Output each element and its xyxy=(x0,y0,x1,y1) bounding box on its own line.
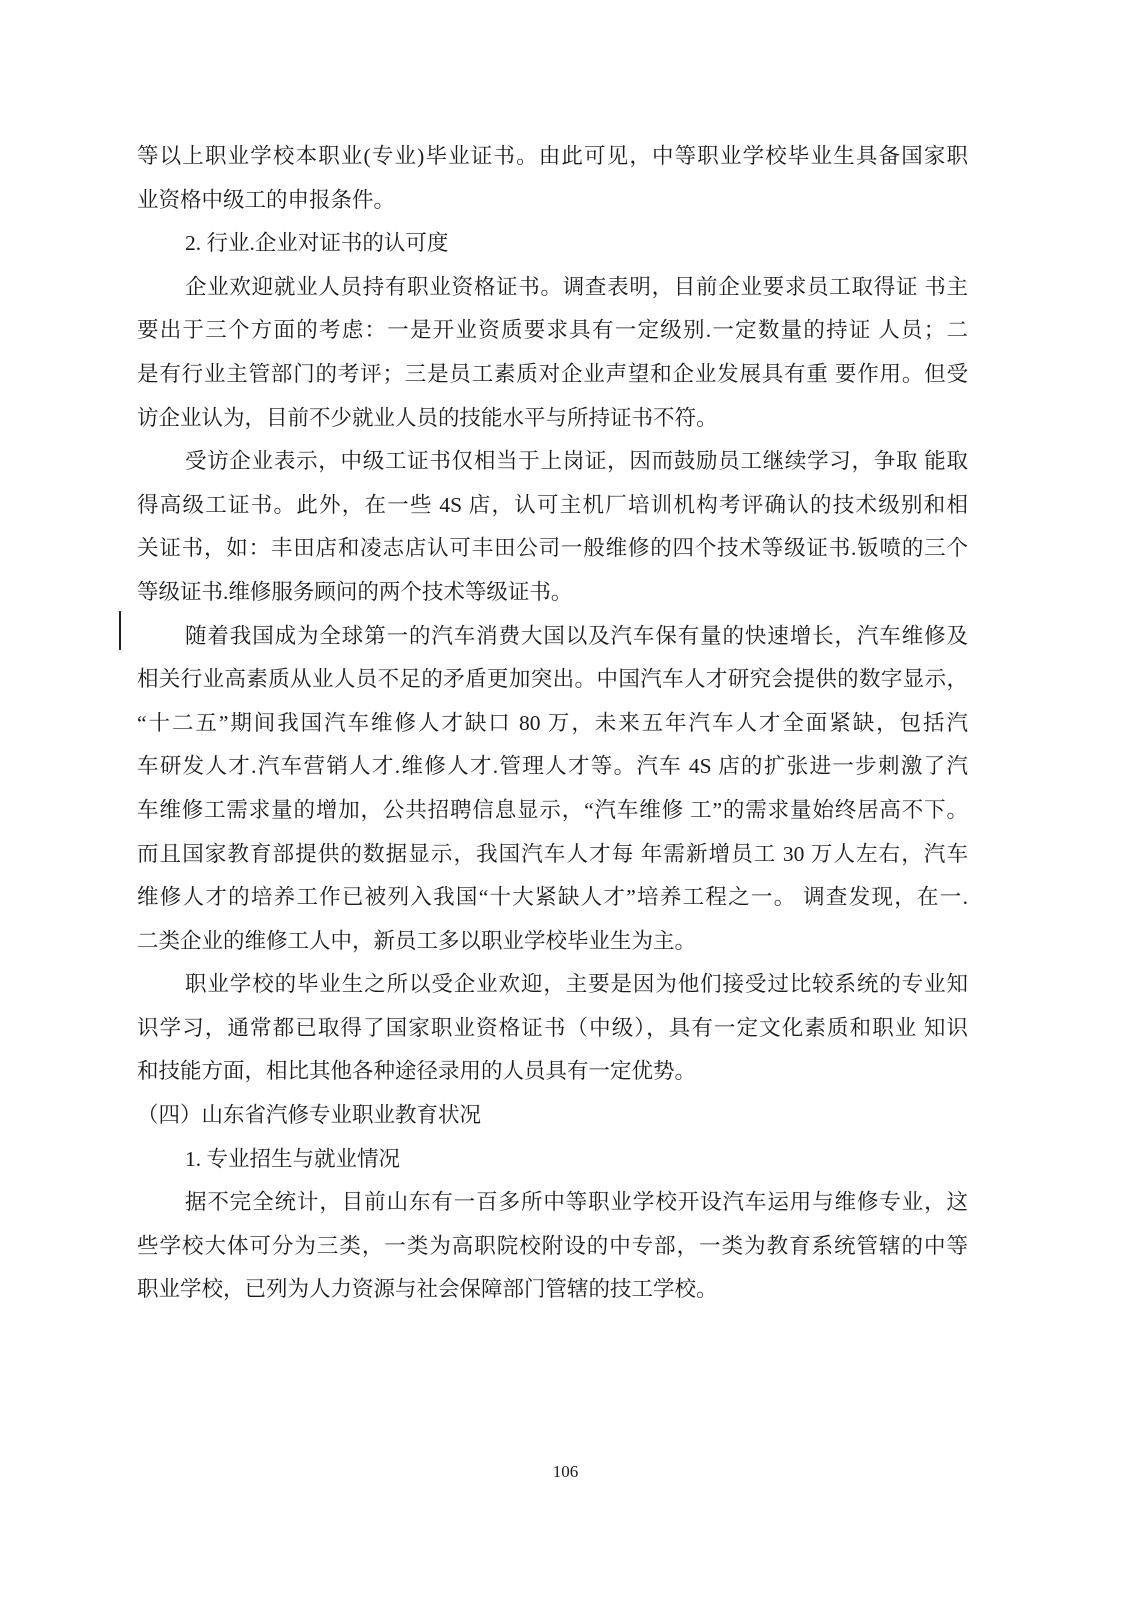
paragraph-line: 职业学校，已列为人力资源与社会保障部门管辖的技工学校。 xyxy=(137,1277,718,1302)
paragraph-line: 是有行业主管部门的考评；三是员工素质对企业声望和企业发展具有重 要作用。但受 xyxy=(137,361,968,386)
paragraph-line: “十二五”期间我国汽车维修人才缺口 80 万，未来五年汽车人才全面紧缺，包括汽 xyxy=(137,710,968,735)
paragraph-line: 而且国家教育部提供的数据显示，我国汽车人才每 年需新增员工 30 万人左右，汽车 xyxy=(137,841,968,866)
paragraph xyxy=(137,440,968,614)
paragraph-line: 二类企业的维修工人中，新员工多以职业学校毕业生为主。 xyxy=(137,928,697,953)
section-heading xyxy=(137,1094,968,1138)
paragraph-line: 等以上职业学校本职业(专业)毕业证书。由此可见，中等职业学校毕业生具备国家职 xyxy=(137,144,968,168)
paragraph-line: 随着我国成为全球第一的汽车消费大国以及汽车保有量的快速增长，汽车维修及 xyxy=(185,623,968,648)
paragraph-line: 和技能方面，相比其他各种途径录用的人员具有一定优势。 xyxy=(137,1059,697,1084)
paragraph-line: 车维修工需求量的增加，公共招聘信息显示，“汽车维修 工”的需求量始终居高不下。 xyxy=(137,797,968,822)
paragraph-line: 些学校大体可分为三类，一类为高职院校附设的中专部，一类为教育系统管辖的中等 xyxy=(137,1233,968,1258)
paragraph-line: 职业学校的毕业生之所以受企业欢迎，主要是因为他们接受过比较系统的专业知 xyxy=(185,972,968,997)
heading-text: 2. 行业.企业对证书的认可度 xyxy=(185,231,449,256)
section-heading xyxy=(137,222,968,266)
paragraph xyxy=(137,615,968,964)
paragraph-line: 关证书，如：丰田店和凌志店认可丰田公司一般维修的四个技术等级证书.钣喷的三个 xyxy=(137,536,968,561)
paragraph-line: 要出于三个方面的考虑：一是开业资质要求具有一定级别.一定数量的持证 人员；二 xyxy=(137,318,968,343)
paragraph xyxy=(137,1181,968,1312)
paragraph-line: 车研发人才.汽车营销人才.维修人才.管理人才等。汽车 4S 店的扩张进一步刺激了汽 xyxy=(137,754,968,779)
paragraph-line: 访企业认为，目前不少就业人员的技能水平与所持证书不符。 xyxy=(137,405,718,430)
paragraph-line: 得高级工证书。此外，在一些 4S 店，认可主机厂培训机构考评确认的技术级别和相 xyxy=(137,492,968,517)
subsection-heading xyxy=(137,1138,968,1182)
paragraph-line: 受访企业表示，中级工证书仅相当于上岗证，因而鼓励员工继续学习，争取 能取 xyxy=(185,449,968,474)
paragraph xyxy=(137,135,968,222)
document-body xyxy=(137,135,968,1312)
heading-text: （四）山东省汽修专业职业教育状况 xyxy=(137,1103,482,1128)
heading-text: 1. 专业招生与就业情况 xyxy=(185,1146,401,1171)
paragraph-line: 业资格中级工的申报条件。 xyxy=(137,187,396,212)
paragraph-line: 企业欢迎就业人员持有职业资格证书。调查表明，目前企业要求员工取得证 书主 xyxy=(185,274,968,299)
paragraph-line: 等级证书.维修服务顾问的两个技术等级证书。 xyxy=(137,579,573,604)
paragraph-line: 识学习，通常都已取得了国家职业资格证书（中级），具有一定文化素质和职业 知识 xyxy=(137,1015,968,1040)
paragraph-line: 相关行业高素质从业人员不足的矛盾更加突出。中国汽车人才研究会提供的数字显示， xyxy=(137,667,968,692)
paragraph-line: 据不完全统计，目前山东有一百多所中等职业学校开设汽车运用与维修专业，这 xyxy=(185,1190,968,1215)
page-number: 106 xyxy=(552,1462,579,1481)
paragraph xyxy=(137,963,968,1094)
paragraph-line: 维修人才的培养工作已被列入我国“十大紧缺人才”培养工程之一。 调查发现，在一. xyxy=(137,885,968,910)
paragraph xyxy=(137,266,968,440)
change-bar-mark xyxy=(119,611,121,650)
